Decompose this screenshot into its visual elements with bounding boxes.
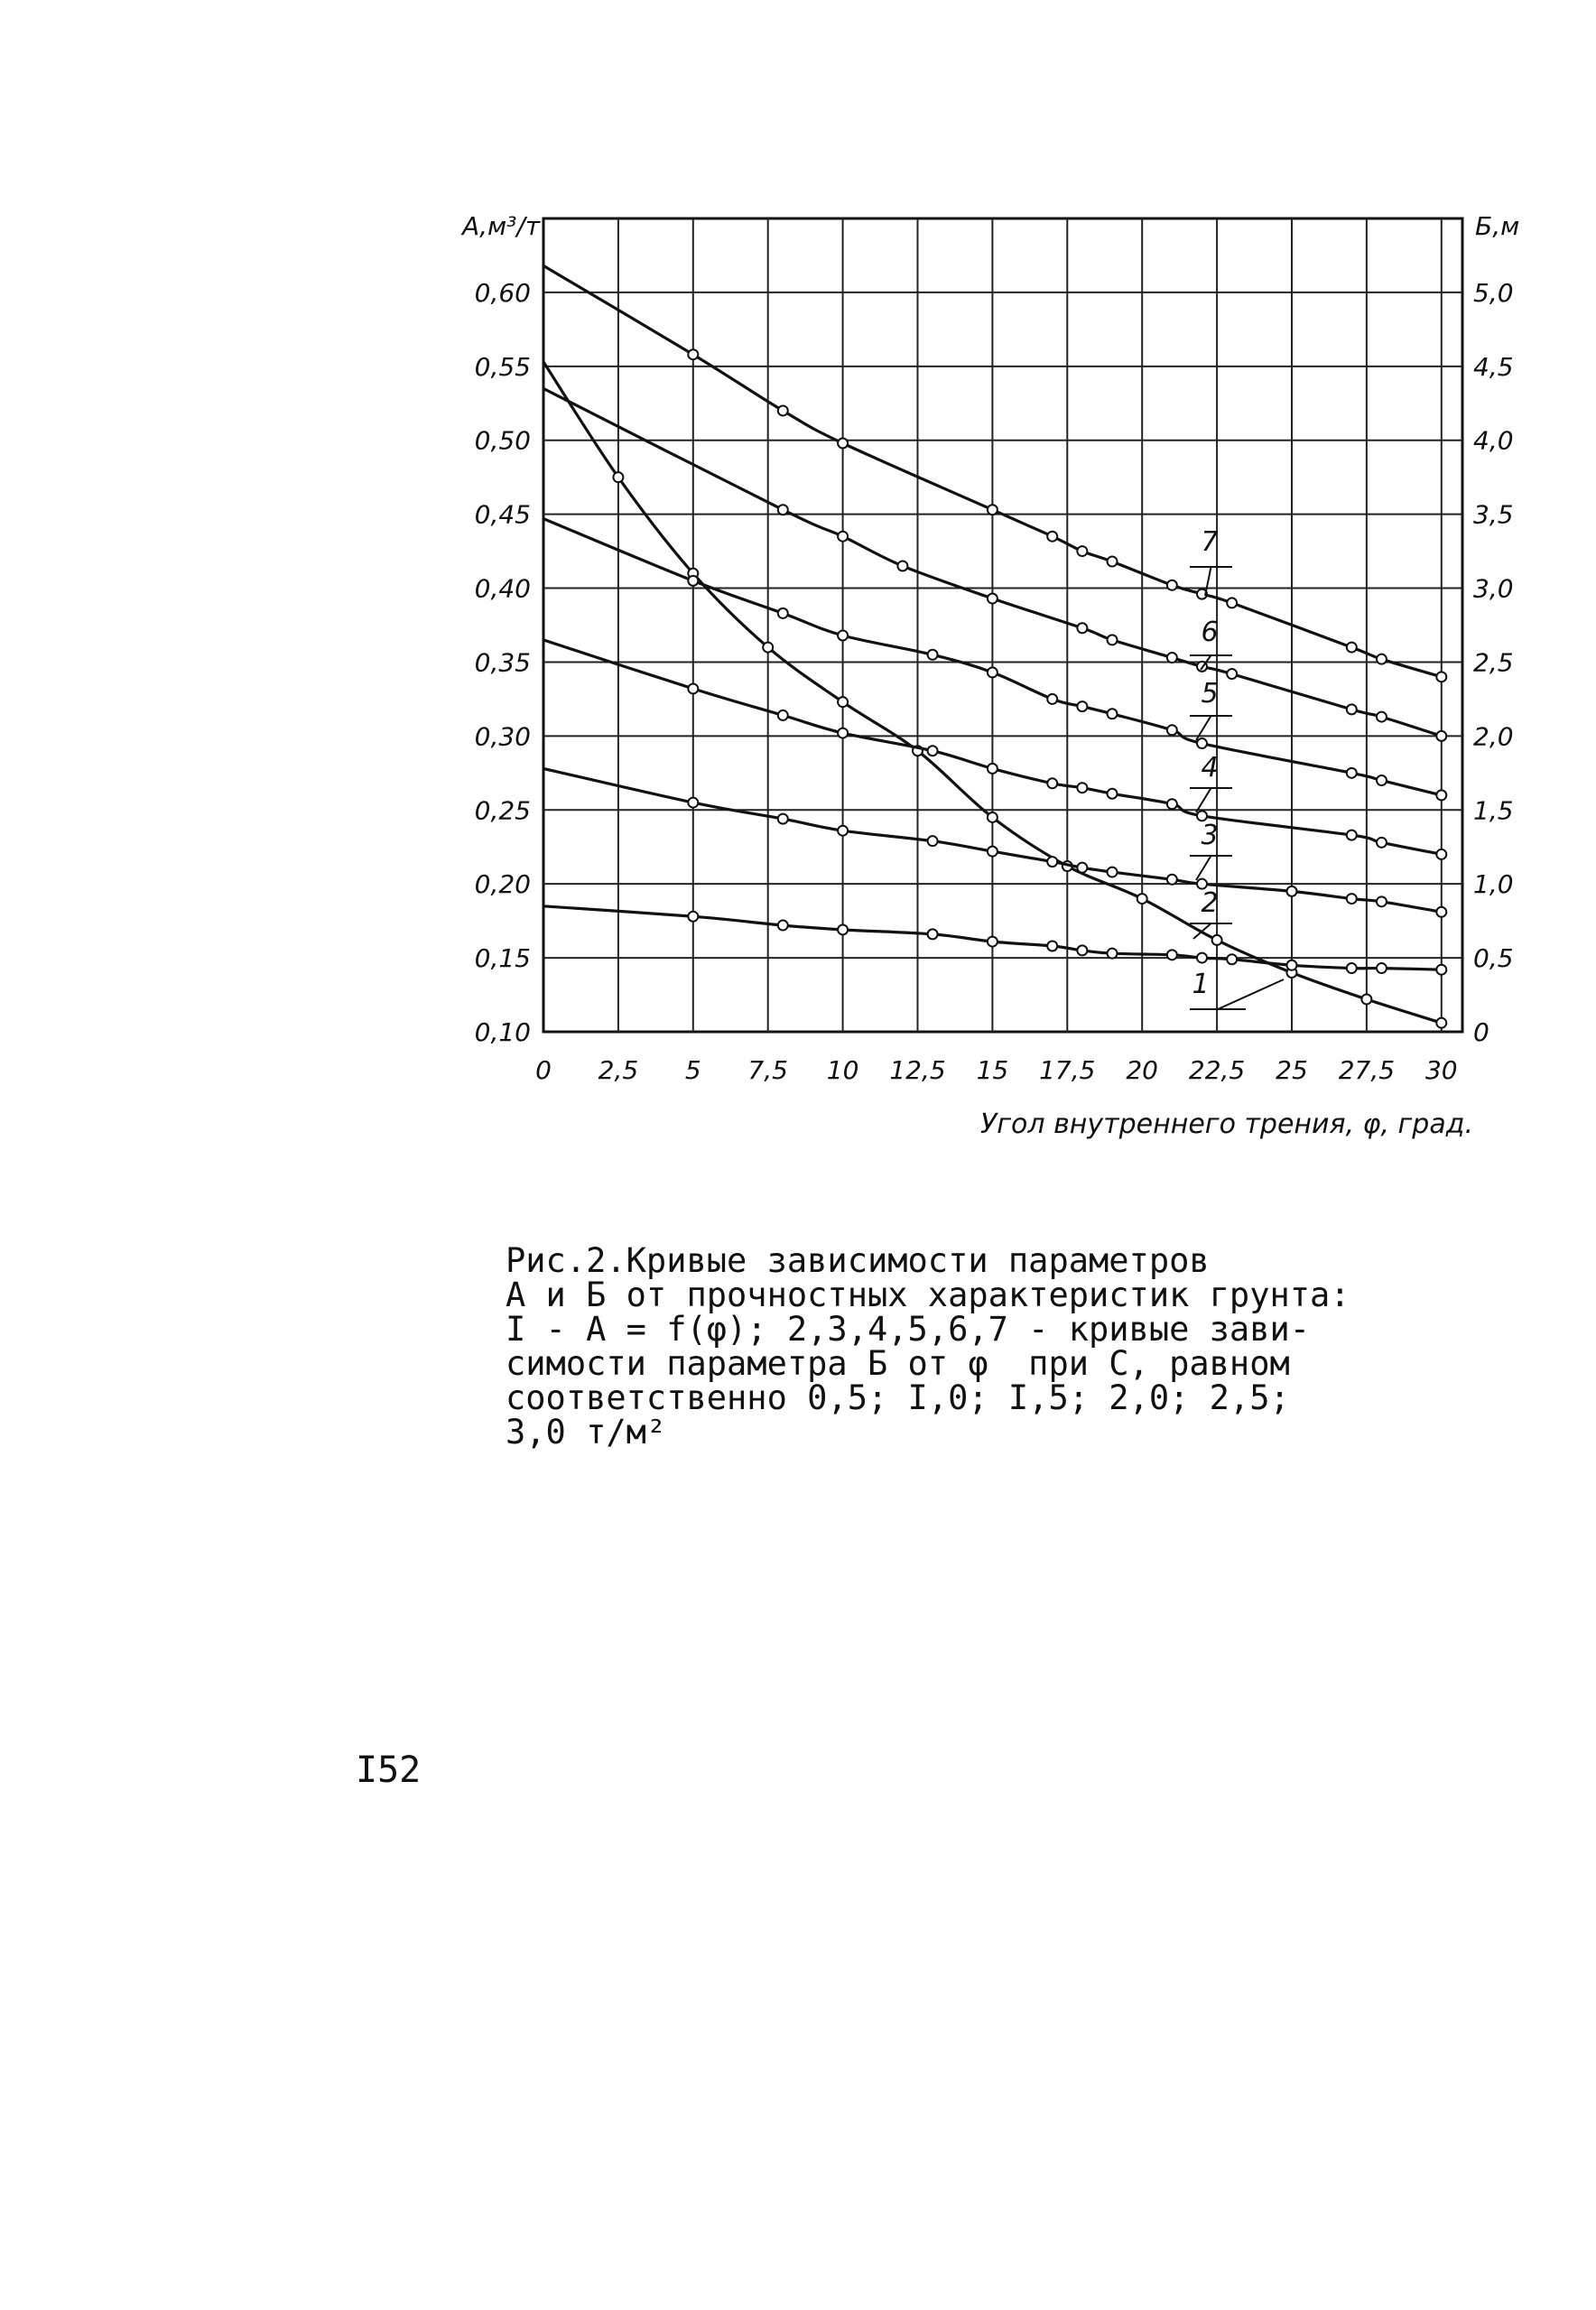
series-3-point [988,847,998,857]
series-6-point [1377,712,1387,722]
x-tick-label: 20 [1126,1055,1159,1085]
series-2-point [688,912,698,922]
left-tick-label: 0,50 [474,425,531,456]
series-4-point [778,710,788,720]
series-4-point [928,746,938,756]
series-6-point [1436,731,1446,741]
curve-label-4-leader [1196,788,1211,812]
page-number: I52 [356,1749,422,1791]
series-1-point [1436,1018,1446,1028]
x-tick-label: 5 [684,1055,701,1085]
series-2-point [1108,949,1118,959]
series-5-point [1077,701,1087,711]
series-3-point [928,836,938,846]
series-7-point [1347,643,1357,653]
series-7-point [1436,672,1446,682]
curve-label-5: 5 [1201,678,1219,710]
plot-frame [543,218,1462,1032]
left-tick-label: 0,55 [474,351,531,382]
curve-label-3-leader [1196,856,1211,880]
curve-label-3: 3 [1201,820,1219,851]
right-tick-label: 0 [1473,1017,1489,1047]
x-tick-label: 10 [826,1055,859,1085]
series-1-point [1137,894,1147,904]
series-4-point [1436,849,1446,859]
series-2-point [778,921,788,931]
right-tick-label: 3,5 [1473,499,1514,530]
series-2-point [838,924,848,934]
caption-line: симости параметра Б от φ при С, равном [506,1344,1290,1383]
x-axis-label: Угол внутреннего трения, φ, град. [979,1109,1473,1140]
series-7-point [988,505,998,515]
right-tick-label: 1,5 [1473,795,1514,826]
series-4-point [1347,830,1357,840]
x-tick-label: 0 [535,1055,552,1085]
x-tick-label: 27,5 [1338,1055,1396,1085]
series-6-point [897,561,907,571]
series-4-point [688,683,698,693]
chart-grid [543,218,1462,1032]
curve-label-1-leader [1218,979,1284,1009]
right-tick-label: 5,0 [1473,277,1514,308]
series-4-point [1077,783,1087,793]
series-4-point [988,764,998,774]
series-2-point [988,937,998,947]
x-tick-label: 15 [976,1055,1009,1085]
x-tick-label: 25 [1276,1055,1308,1085]
series-6-point [1108,635,1118,645]
series-5-point [1047,694,1057,704]
left-tick-label: 0,30 [474,721,531,752]
caption-line: соответственно 0,5; I,0; I,5; 2,0; 2,5; [506,1378,1290,1417]
caption-line: 3,0 т/м² [506,1413,667,1452]
series-3-point [1347,894,1357,904]
left-tick-label: 0,60 [474,277,531,308]
series-3-point [1167,875,1177,885]
series-2-point [1197,953,1207,963]
series-7-point [1167,580,1177,590]
series-1-point [988,812,998,822]
left-tick-label: 0,20 [474,869,531,900]
x-tick-label: 2,5 [598,1055,639,1085]
left-tick-label: 0,35 [474,647,531,678]
series-6-point [1077,623,1087,633]
series-7-point [1377,654,1387,664]
right-tick-label: 3,0 [1473,573,1514,604]
series-3-point [1436,907,1446,917]
curve-label-7: 7 [1201,526,1219,558]
series-3-point [688,798,698,808]
series-7-point [1047,532,1057,542]
x-tick-label: 30 [1424,1055,1458,1085]
right-tick-label: 4,5 [1473,351,1514,382]
series-2-point [928,929,938,939]
series-2-point [1077,945,1087,955]
right-tick-label: 2,5 [1473,647,1514,678]
series-5-point [1347,768,1357,778]
series-6-point [988,594,998,604]
series-3-point [1377,896,1387,906]
series-2-point [1167,950,1177,960]
series-7-point [1227,598,1237,608]
x-tick-label: 12,5 [889,1055,946,1085]
series-3-point [838,826,848,836]
series-7-point [778,405,788,415]
right-tick-label: 1,0 [1473,869,1514,900]
series-4-point [1047,778,1057,788]
series-2-point [1436,965,1446,975]
x-tick-label: 17,5 [1039,1055,1096,1085]
curve-label-6: 6 [1201,617,1219,648]
series-5-point [988,667,998,677]
left-tick-label: 0,25 [474,795,531,826]
series-7-point [1108,557,1118,567]
curve-label-1: 1 [1192,969,1210,1000]
series-5-point [1377,775,1387,785]
series-4-point [838,728,848,738]
series-5-point [928,650,938,660]
series-7-point [688,349,698,359]
series-2-point [1286,960,1296,970]
series-6-point [1167,653,1177,663]
series-6-point [1227,669,1237,679]
series-7-point [838,439,848,449]
curve-label-4: 4 [1201,752,1219,784]
series-5-point [688,576,698,586]
left-tick-label: 0,10 [474,1017,531,1047]
series-2-point [1047,941,1057,951]
series-4-point [1167,799,1177,809]
figure-caption [506,1241,1372,1452]
series-1-point [613,472,623,482]
series-1-point [1361,994,1371,1004]
series-3-point [1077,863,1087,873]
right-axis-label: Б,м [1475,211,1520,241]
series-4-point [1108,789,1118,799]
left-tick-label: 0,15 [474,943,531,974]
series-4-point [1377,838,1387,848]
series-5-point [838,630,848,640]
series-1-point [838,697,848,707]
series-5-point [1108,709,1118,719]
left-tick-label: 0,45 [474,499,531,530]
series-5-point [1197,738,1207,748]
left-axis-label: А,м³/т [462,211,541,241]
caption-line: Рис.2.Кривые зависимости параметров [506,1241,1210,1280]
series-2-point [1347,963,1357,973]
chart-series [543,265,1446,1027]
series-6-point [1347,704,1357,714]
series-2-point [1377,963,1387,973]
series-3-point [1047,857,1057,867]
right-tick-label: 0,5 [1473,943,1514,974]
caption-line: I - А = f(φ); 2,3,4,5,6,7 - кривые зави- [506,1310,1311,1349]
series-1-point [763,643,773,653]
series-7-point [1077,546,1087,556]
series-3-point [778,814,788,824]
series-2-point [1227,954,1237,964]
caption-line: А и Б от прочностных характеристик грунта: [506,1276,1350,1314]
curve-label-2: 2 [1201,887,1219,919]
series-6-point [838,532,848,542]
left-tick-label: 0,40 [474,573,531,604]
right-tick-label: 4,0 [1473,425,1514,456]
series-5-point [1436,790,1446,800]
series-1-point [1212,935,1222,945]
series-3-point [1286,886,1296,896]
right-tick-label: 2,0 [1473,721,1514,752]
x-tick-label: 7,5 [747,1055,788,1085]
series-6-point [778,505,788,515]
curve-label-7-leader [1205,567,1211,596]
x-tick-label: 22,5 [1188,1055,1246,1085]
series-5-point [778,608,788,618]
series-3-point [1108,867,1118,877]
series-5-point [1167,725,1177,735]
